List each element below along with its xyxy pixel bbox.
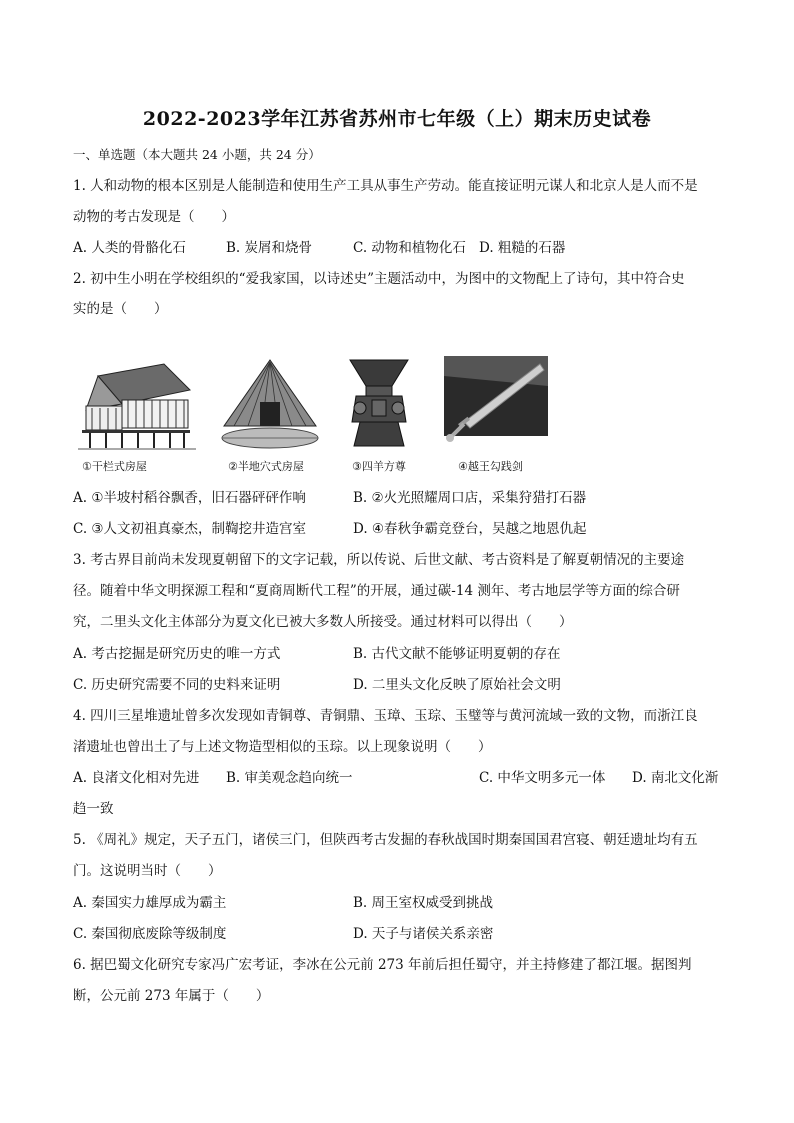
q1-option-c: C. 动物和植物化石 [353,240,466,256]
figure-caption-3: ③四羊方尊 [352,460,406,473]
q1-option-a: A. 人类的骨骼化石 [73,240,186,256]
q3-option-a: A. 考古挖掘是研究历史的唯一方式 [73,646,281,662]
q3-option-c: C. 历史研究需要不同的史料来证明 [73,677,281,693]
q2-stem-line1: 2. 初中生小明在学校组织的“爱我家国，以诗述史”主题活动中，为图中的文物配上了诗句，其中符合史 [73,271,685,287]
q2-option-b: B. ②火光照耀周口店，采集狩猎打石器 [353,490,587,506]
q2-option-a: A. ①半坡村稻谷飘香，旧石器砰砰作响 [73,490,306,506]
q6-stem-line1: 6. 据巴蜀文化研究专家冯广宏考证，李冰在公元前 273 年前后担任蜀守，并主持修建了都江堰。据图判 [73,957,692,973]
q5-option-b: B. 周王室权威受到挑战 [353,895,494,911]
q4-option-a: A. 良渚文化相对先进 [73,770,200,786]
stilt-house-image [78,356,196,454]
section-heading: 一、单选题（本大题共 24 小题，共 24 分） [73,147,321,162]
q1-stem-line2: 动物的考古发现是（ ） [73,209,235,225]
four-ram-zun-image [346,356,412,454]
q5-option-a: A. 秦国实力雄厚成为霸主 [73,895,227,911]
q3-stem-line2: 径。随着中华文明探源工程和“夏商周断代工程”的开展，通过碳-14 测年、考古地层学等方面的综合研 [73,583,680,599]
q1-stem-line1: 1. 人和动物的根本区别是人能制造和使用生产工具从事生产劳动。能直接证明元谋人和北京人是人而不是 [73,178,698,194]
q3-stem-line1: 3. 考古界目前尚未发现夏朝留下的文字记载，所以传说、后世文献、考古资料是了解夏朝情况的主要途 [73,552,685,568]
q2-stem-line2: 实的是（ ） [73,301,168,317]
q3-option-d: D. 二里头文化反映了原始社会文明 [353,677,561,693]
q4-option-b: B. 审美观念趋向统一 [226,770,353,786]
artifact-figures [78,356,558,476]
q5-stem-line1: 5. 《周礼》规定，天子五门，诸侯三门，但陕西考古发掘的春秋战国时期秦国国君宫寝、朝廷遗址均有五 [73,832,698,848]
q2-option-d: D. ④春秋争霸竞登台，吴越之地恩仇起 [353,521,587,537]
q5-option-d: D. 天子与诸侯关系亲密 [353,926,494,942]
q4-stem-line1: 4. 四川三星堆遗址曾多次发现如青铜尊、青铜鼎、玉璋、玉琮、玉璧等与黄河流域一致的文物，而浙江良 [73,708,698,724]
q2-option-c: C. ③人文初祖真豪杰，制鞫挖井造宫室 [73,521,307,537]
q1-option-b: B. 炭屑和烧骨 [226,240,313,256]
semi-subterranean-house-image [220,356,320,454]
q4-option-d-continued: 趋一致 [73,801,114,817]
figure-caption-1: ①干栏式房屋 [82,460,147,473]
q3-option-b: B. 古代文献不能够证明夏朝的存在 [353,646,561,662]
q4-option-c: C. 中华文明多元一体 [479,770,606,786]
goujian-sword-image [444,356,548,454]
q1-option-d: D. 粗糙的石器 [479,240,566,256]
figure-caption-4: ④越王勾践剑 [458,460,523,473]
figure-caption-2: ②半地穴式房屋 [228,460,304,473]
q4-option-d: D. 南北文化渐 [632,770,719,786]
q3-stem-line3: 究，二里头文化主体部分为夏文化已被大多数人所接受。通过材料可以得出（ ） [73,614,573,630]
q5-option-c: C. 秦国彻底废除等级制度 [73,926,227,942]
page-title: 2022-2023学年江苏省苏州市七年级（上）期末历史试卷 [142,108,652,130]
q4-stem-line2: 渚遗址也曾出土了与上述文物造型相似的玉琮。以上现象说明（ ） [73,739,492,755]
q6-stem-line2: 断，公元前 273 年属于（ ） [73,988,270,1004]
q5-stem-line2: 门。这说明当时（ ） [73,863,222,879]
